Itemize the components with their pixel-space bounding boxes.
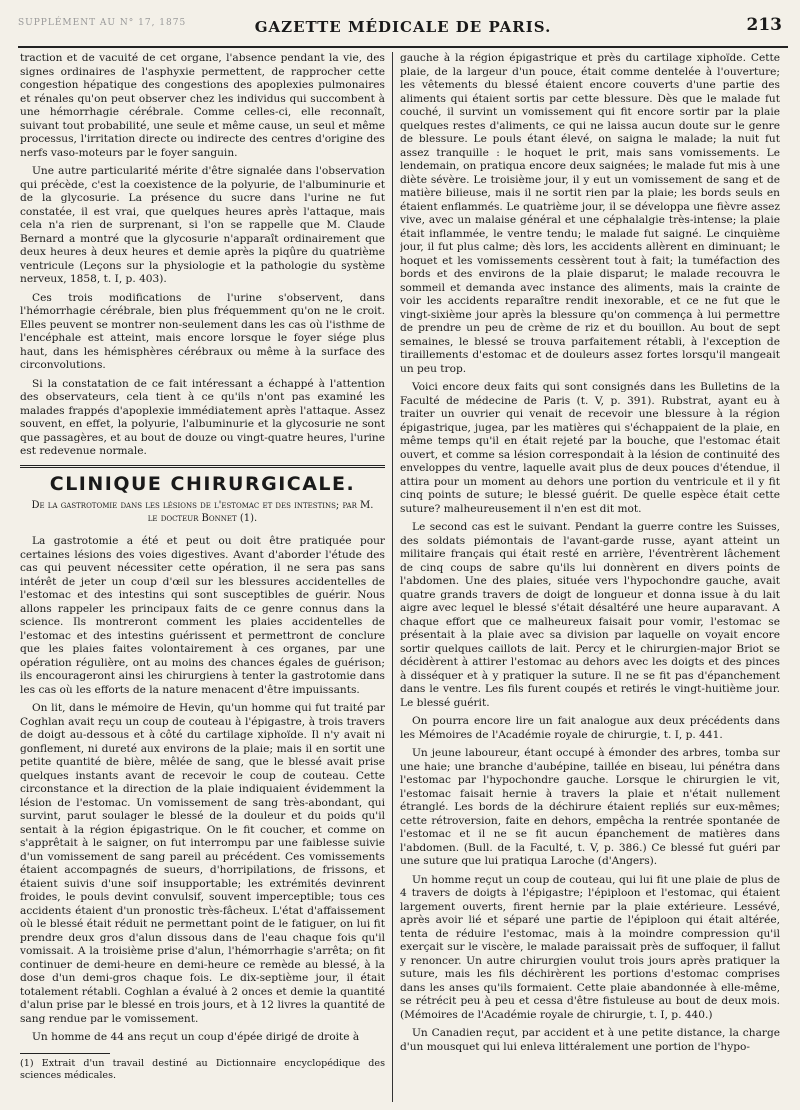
footnote: (1) Extrait d'un travail destiné au Dictionnaire encyclopédique des sciences médicales. [20, 1057, 385, 1081]
footnote-divider [20, 1053, 110, 1054]
paragraph: La gastrotomie a été et peut ou doit être pratiquée pour certaines lésions des voies digestives. Avant d'aborder l'étude des cas qui peuvent nécessiter cette opération, il ne sera pas sans intérêt de jeter un coup d'œil sur les blessures accidentelles de l'estomac et des intestins qui sont susceptibles de guérir. Nous allons rappeler les principaux faits de ce genre connus dans la science. Ils montreront comment les plaies accidentelles de l'estomac et des intestins guérissent et permettront de conclure que les plaies faites volontairement à ces organes, par une opération régulière, ont au moins des chances égales de guérison; ils encourageront ainsi les chirurgiens à tenter la gastrotomie dans les cas où les efforts de la nature menacent d'être impuissants. [20, 535, 385, 696]
paragraph: Si la constatation de ce fait intéressant a échappé à l'attention des observateurs, cela tient à ce qu'ils n'ont pas examiné les malades frappés d'apoplexie immédiatement après l'attaque. Assez souvent, en effet, la polyurie, l'albuminurie et la glycosurie ne sont que passagères, et au bout de douze ou vingt-quatre heures, l'urine est redevenue normale. [20, 377, 385, 457]
page-number: 213 [746, 15, 782, 35]
issue-date: SUPPLÉMENT AU N° 17, 1875 [18, 18, 187, 28]
paragraph: On lit, dans le mémoire de Hevin, qu'un homme qui fut traité par Coghlan avait reçu un coup de couteau à l'épigastre, à trois travers de doigt au-dessous et à côté du cartilage xiphoïde. Il n'y avait ni gonflement, ni dureté aux environs de la plaie; mais il en sortit une petite quantité de bière, mêlée de sang, que le blessé avait prise quelques instants avant de recevoir le coup de couteau. Cette circonstance et la direction de la plaie indiquaient évidemment la lésion de l'estomac. Un vomissement de sang très-abondant, qui survint, parut soulager le blessé de la douleur et du poids qu'il sentait à la région épigastrique. On le fit coucher, et comme on s'apprêtait à le saigner, on fut interrompu par une faiblesse suivie d'un vomissement de sang pareil au précédent. Ces vomissements étaient accompagnés de sueurs, d'horripilations, de frissons, et étaient suivis d'une soif insupportable; les extrémités devinrent froides, le pouls devint convulsif, souvent imperceptible; tous ces accidents étaient d'un pronostic très-fâcheux. L'état d'affaissement où le blessé était réduit ne permettant point de le fatiguer, on lui fit prendre deux gros d'alun dissous dans de l'eau chaque fois qu'il vomissait. A la troisième prise d'alun, l'hémorrhagie s'arrêta; on fit continuer de demi-heure en demi-heure ce remède au blessé, à la dose d'un demi-gros chaque fois. Le dix-septième jour, il était totalement rétabli. Coghlan a évalué à 2 onces et demie la quantité d'alun prise par le blessé en trois jours, et à 12 livres la quantité de sang rendue par le vomissement. [20, 702, 385, 1025]
right-column [400, 52, 780, 1106]
column-divider [392, 52, 393, 1102]
paragraph: Une autre particularité mérite d'être signalée dans l'observation qui précède, c'est la coexistence de la polyurie, de l'albuminurie et de la glycosurie. La présence du sucre dans l'urine ne fut constatée, il est vrai, que quelques heures après l'attaque, mais cela n'a rien de surprenant, si l'on se rappelle que M. Claude Bernard a montré que la glycosurie n'apparaît ordinairement que deux heures à deux heures et demie après la piqûre du quatrième ventricule (Leçons sur la physiologie et la pathologie du système nerveux, 1858, t. I, p. 403). [20, 165, 385, 285]
paragraph: Ces trois modifications de l'urine s'observent, dans l'hémorrhagie cérébrale, bien plus fréquemment qu'on ne le croit. Elles peuvent se montrer non-seulement dans les cas où l'isthme de l'encéphale est atteint, mais encore lorsque le foyer siége plus haut, dans les hémisphères cérébraux ou même à la surface des circonvolutions. [20, 291, 385, 371]
paragraph: traction et de vacuité de cet organe, l'absence pendant la vie, des signes ordinaires de l'asphyxie permettent, de rapprocher cette congestion hépatique des congestions des apoplexies pulmonaires et rénales qu'on peut observer chez les individus qui succombent à une hémorrhagie cérébrale. Comme celles-ci, elle reconnaît, suivant tout probabilité, une seule et même cause, un seul et même processus, l'irritation directe ou indirecte des centres d'origine des nerfs vaso-moteurs par le foyer sanguin. [20, 52, 385, 159]
paragraph: Un Canadien reçut, par accident et à une petite distance, la charge d'un mousquet qui lui enleva littéralement une portion de l'hypo- [400, 1027, 780, 1053]
paragraph: Un jeune laboureur, étant occupé à émonder des arbres, tomba sur une haie; une branche d'aubépine, taillée en biseau, lui pénétra dans l'estomac par l'hypochondre gauche. Lorsque le chirurgien le vit, l'estomac faisait hernie à travers la plaie et n'était nullement étranglé. Les bords de la déchirure étaient repliés sur eux-mêmes; cette rétroversion, faite en dehors, empêcha la rentrée spontanée de l'estomac et il ne se fit aucun épanchement de matières dans l'abdomen. (Bull. de la Faculté, t. V, p. 386.) Ce blessé fut guéri par une suture que lui pratiqua Laroche (d'Angers). [400, 747, 780, 867]
page-header [18, 10, 788, 48]
article-heading: De la gastrotomie dans les lésions de l'estomac et des intestins; par M. le docteur Bonnet (1). [31, 500, 374, 524]
paragraph: Un homme de 44 ans reçut un coup d'épée dirigé de droite à [32, 1031, 360, 1043]
paragraph: On pourra encore lire un fait analogue aux deux précédents dans les Mémoires de l'Académie royale de chirurgie, t. I, p. 441. [400, 715, 780, 741]
paragraph: Voici encore deux faits qui sont consignés dans les Bulletins de la Faculté de médecine de Paris (t. V, p. 391). Rubstrat, ayant eu à traiter un ouvrier qui venait de recevoir une blessure à la région épigastrique, jugea, par les matières qui s'échappaient de la plaie, en même temps qu'il en était rejeté par la bouche, que l'estomac était ouvert, et comme sa lésion correspondait à la lésion de continuité des enveloppes du ventre, laquelle avait plus de deux pouces d'étendue, il attira pour un moment au dehors une portion du ventricule et il y fit cinq points de suture; le blessé guérit. De quelle espèce était cette suture? malheureusement il n'en est dit mot. [400, 381, 780, 515]
section-divider [20, 465, 385, 468]
journal-title: GAZETTE MÉDICALE DE PARIS. [254, 18, 552, 36]
paragraph: Un homme reçut un coup de couteau, qui lui fit une plaie de plus de 4 travers de doigts à l'épigastre; l'épiploon et l'estomac, qui étaient largement ouverts, firent hernie par la plaie extérieure. Lessévé, après avoir lié et séparé une partie de l'épiploon qui était altérée, tenta de réduire l'estomac, mais à la moindre compression qu'il exerçait sur le viscère, le malade paraissait près de suffoquer, il fallut y renoncer. Un autre chirurgien voulut trois jours après pratiquer la suture, mais les fils déchirèrent les portions d'estomac comprises dans les anses qu'ils formaient. Cette plaie abandonnée à elle-même, se rétrécit peu à peu et cessa d'être fistuleuse au bout de deux mois. (Mémoires de l'Académie royale de chirurgie, t. I, p. 440.) [400, 873, 780, 1021]
paragraph: gauche à la région épigastrique et près du cartilage xiphoïde. Cette plaie, de la largeur d'un pouce, était comme dentelée à l'ouverture; les vêtements du blessé étaient encore couverts d'une partie des aliments qui étaient sortis par cette blessure. Dès que le malade fut couché, il survint un vomissement qui fit encore sortir par la plaie quelques restes d'aliments, ce qui ne laissa aucun doute sur le genre de blessure. Le pouls étant élevé, on saigna le malade; la nuit fut assez tranquille : le hoquet le prit, mais sans vomissements. Le lendemain, on pratiqua encore deux saignées; le malade fut mis à une diète sévère. Le troisième jour, il y eut un vomissement de sang et de matière bilieuse, mais il ne sortit rien par la plaie; les bords seuls en étaient enflammés. Le quatrième jour, il se développa une fièvre assez vive, avec un malaise général et une céphalalgie très-intense; la plaie était inflammée, le ventre tendu; le malade fut saigné. Le cinquième jour, il fut plus calme; dès lors, les accidents allèrent en diminuant; le hoquet et les vomissements cessèrent tout à fait; la tuméfaction des bords et des environs de la plaie disparut; le malade recouvra le sommeil et demanda avec instance des aliments, mais la crainte de voir les accidents reparaître rendit inexorable, et ce ne fut que le vingt-sixième jour après la blessure qu'on commença à lui permettre de prendre un peu de crème de riz et du bouillon. Au bout de sept semaines, le blessé se trouva parfaitement rétabli, à l'exception de tiraillements d'estomac et de douleurs assez fortes lorsqu'il mangeait un peu trop. [400, 52, 780, 375]
paragraph: Le second cas est le suivant. Pendant la guerre contre les Suisses, des soldats piémontais de l'avant-garde russe, ayant atteint un militaire français qui était resté en arrière, l'éventrèrent lâchement de cinq coups de sabre qu'ils lui donnèrent en divers points de l'abdomen. Une des plaies, située vers l'hypochondre gauche, avait quatre grands travers de doigt de longueur et donna issue à du lait aigre avec lequel le blessé s'était désaltéré une heure auparavant. A chaque effort que ce malheureux faisait pour vomir, l'estomac se présentait à la plaie avec sa division par laquelle on voyait encore sortir quelques caillots de lait. Percy et le chirurgien-major Briot se décidèrent à attirer l'estomac au dehors avec les doigts et des pinces à disséquer et à y pratiquer la suture. Il ne se fit pas d'épanchement dans le ventre. Les fils furent coupés et retirés le vingt-huitième jour. Le blessé guérit. [400, 521, 780, 709]
left-column [20, 52, 385, 1106]
section-title: CLINIQUE CHIRURGICALE. [49, 472, 356, 495]
